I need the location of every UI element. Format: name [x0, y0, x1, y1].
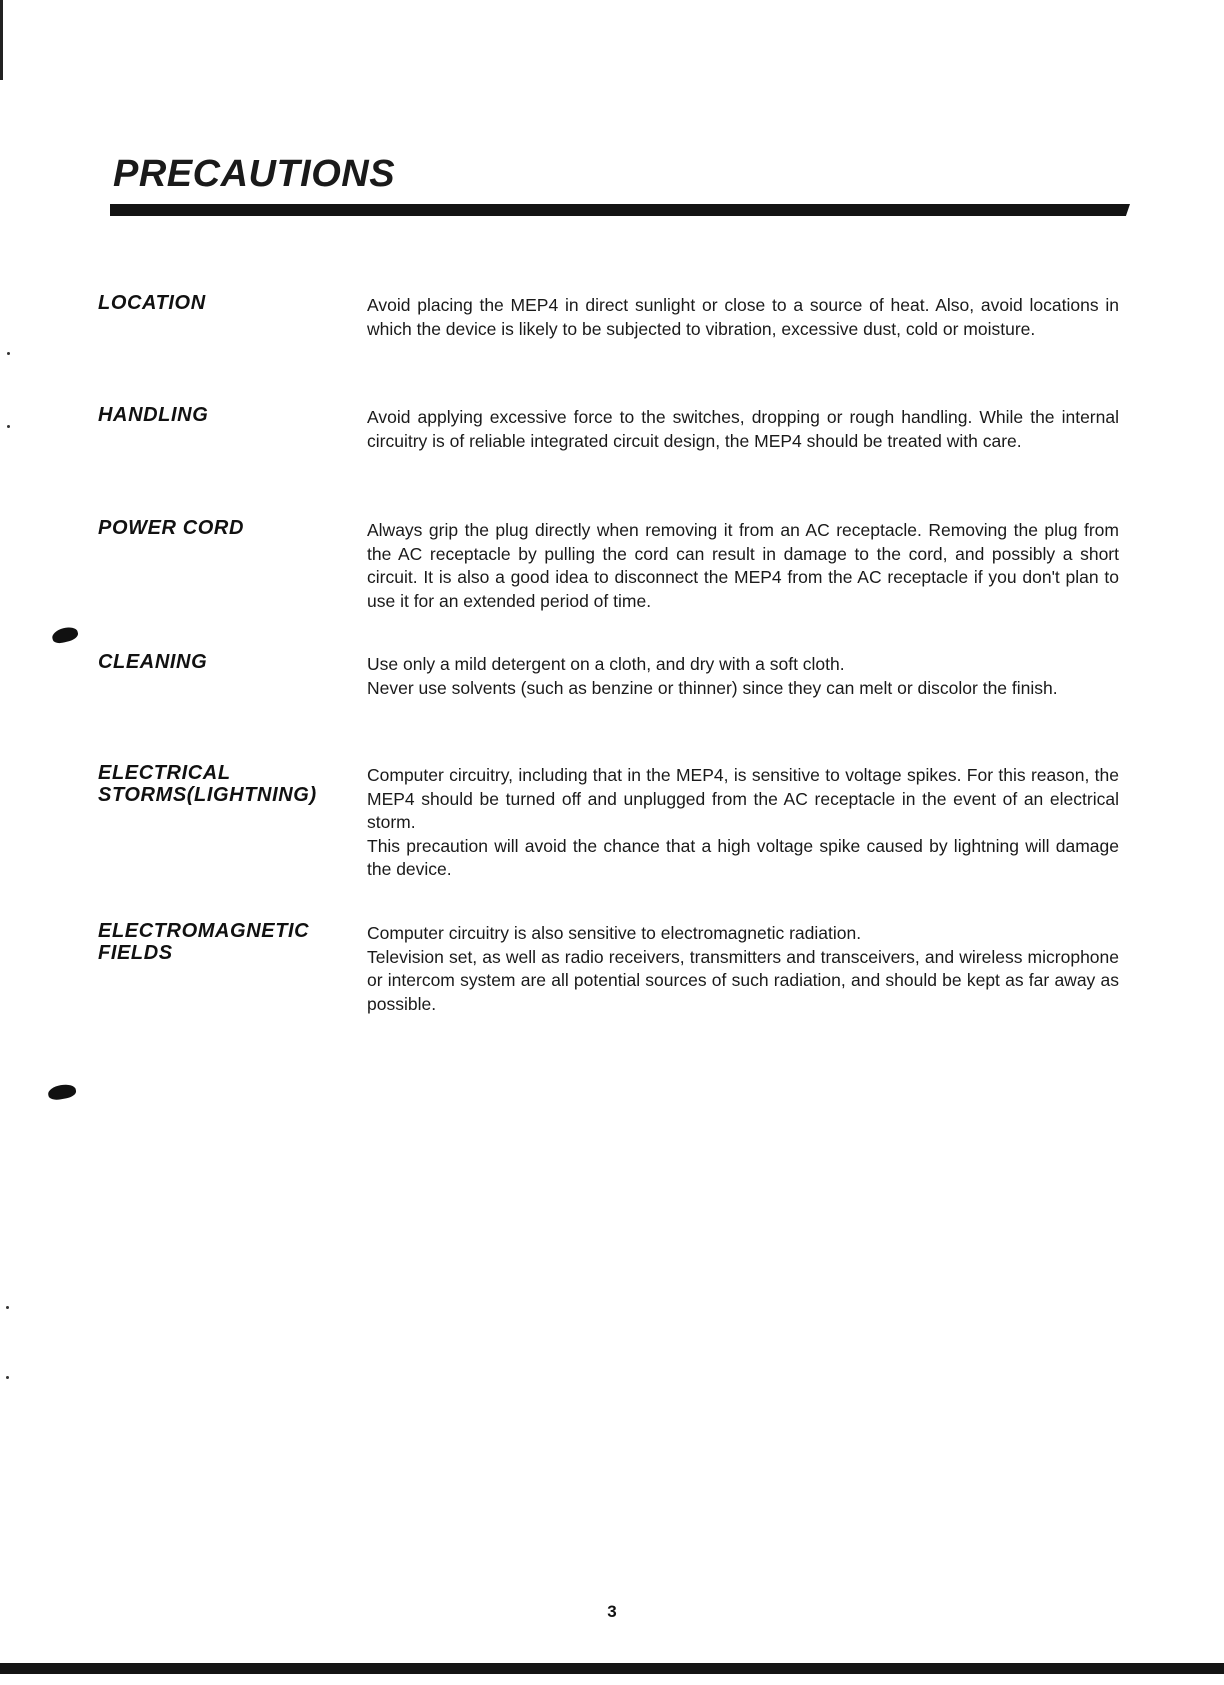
section-paragraph: Computer circuitry is also sensitive to electromagnetic radiation.: [367, 923, 862, 943]
page-title: PRECAUTIONS: [113, 153, 396, 195]
section-label-line: FIELDS: [98, 942, 173, 964]
section-label: [98, 920, 353, 964]
scan-speck: [7, 425, 10, 428]
section-label-line: LOCATION: [98, 292, 206, 314]
section-text: [367, 922, 1119, 1016]
section-label-line: ELECTROMAGNETIC: [98, 920, 310, 942]
section-paragraph: Never use solvents (such as benzine or thinner) since they can melt or discolor the finish.: [367, 677, 1058, 698]
section-paragraph: Television set, as well as radio receivers, transmitters and transceivers, and wireless microphone or intercom system are all potential sources of such radiation, and should be kept as far away as possible.: [367, 946, 1119, 1014]
section-label: [98, 762, 353, 806]
section-label: [98, 292, 353, 314]
section-paragraph: Avoid applying excessive force to the switches, dropping or rough handling. While the internal circuitry is of reliable integrated circuit design, the MEP4 should be treated with care.: [367, 407, 1119, 451]
section-paragraph: Use only a mild detergent on a cloth, and dry with a soft cloth.: [367, 654, 845, 674]
scan-speck: [6, 1376, 9, 1379]
binder-hole-mark: [47, 1083, 77, 1102]
scan-speck: [7, 352, 10, 355]
binder-hole-mark: [51, 625, 80, 645]
section-paragraph: Computer circuitry, including that in the MEP4, is sensitive to voltage spikes. For this reason, the MEP4 should be turned off and unplugged from the AC receptacle in the event of an electrical storm.: [367, 765, 1119, 832]
section-label-line: CLEANING: [98, 651, 208, 673]
scan-speck: [6, 1306, 9, 1309]
section-label: [98, 404, 353, 426]
section-paragraph: This precaution will avoid the chance that a high voltage spike caused by lightning will damage the device.: [367, 835, 1119, 879]
section-label-line: ELECTRICAL: [98, 762, 231, 784]
page-number: 3: [607, 1602, 617, 1621]
page-edge-line: [0, 0, 3, 80]
section-paragraph: Always grip the plug directly when removing it from an AC receptacle. Removing the plug from the AC receptacle by pulling the cord can result in damage to the cord, and possibly a short circuit. It is also a good idea to disconnect the MEP4 from the AC receptacle if you don't plan to use it for an extended period of time.: [367, 520, 1119, 611]
section-label-line: POWER CORD: [98, 517, 244, 539]
section-label: [98, 517, 353, 539]
section-paragraph: Avoid placing the MEP4 in direct sunlight or close to a source of heat. Also, avoid locations in which the device is likely to be subjected to vibration, excessive dust, cold or moisture.: [367, 295, 1119, 339]
title-rule: [110, 204, 1130, 216]
section-label: [98, 651, 353, 673]
section-text: [367, 653, 1119, 700]
section-label-line: HANDLING: [98, 404, 209, 426]
section-text: [367, 294, 1119, 341]
footer-rule: [0, 1663, 1224, 1674]
section-text: [367, 406, 1119, 453]
section-label-line: STORMS(LIGHTNING): [98, 784, 317, 806]
section-text: [367, 764, 1119, 882]
section-text: [367, 519, 1119, 613]
